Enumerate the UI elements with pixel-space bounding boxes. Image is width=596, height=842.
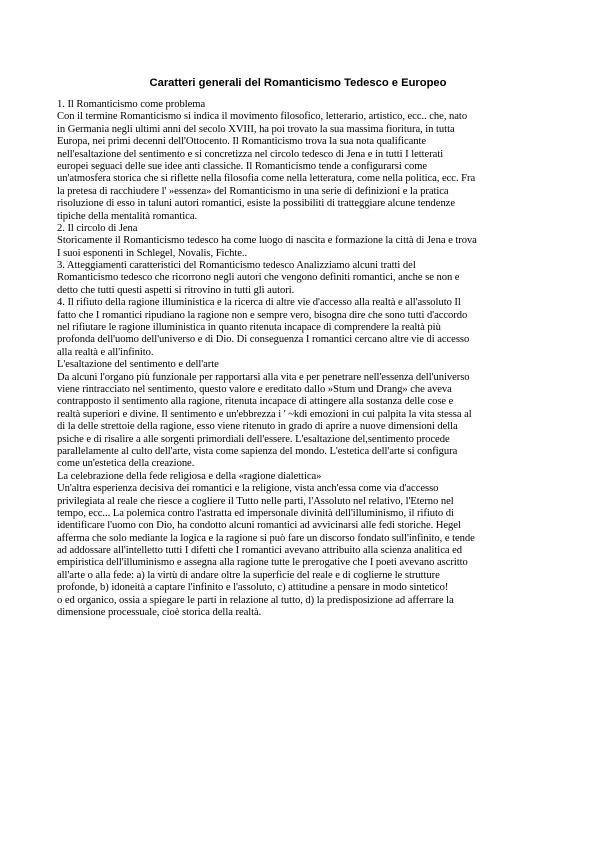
text-line: I suoi esponenti in Schlegel, Novalis, Fichte.. bbox=[57, 247, 248, 259]
text-line: ad addossare all'intelletto tutti I difetti che I romantici avevano attribuito alla scienza analitica ed bbox=[57, 545, 462, 557]
text-line: profonde, b) idoneità a captare l'infinito e l'assoluto, c) attitudine a pensare in modo sintetico! bbox=[57, 582, 449, 594]
document-title: Caratteri generali del Romanticismo Tedesco e Europeo bbox=[149, 77, 447, 89]
text-line: L'esaltazione del sentimento e dell'arte bbox=[57, 359, 219, 371]
text-line: o ed organico, ossia a spiegare le parti in relazione al tutto, d) la predisposizione ad afferrare la bbox=[57, 594, 454, 606]
text-line: nel rifiutare le ragione illuministica in quanto ritenuta incapace di comprendere la realtà più bbox=[57, 322, 441, 334]
text-line: parallelamente al culto dell'arte, vista come sapienza del mondo. L'estetica dell'arte si configura bbox=[57, 445, 458, 457]
text-line: la pretesa di racchiudere l' »essenza» del Romanticismo in una serie di definizioni e la pratica bbox=[57, 185, 449, 197]
text-line: La celebrazione della fede religiosa e della «ragione dialettica» bbox=[57, 470, 322, 482]
text-line: nell'esaltazione del sentimento e si concretizza nel circolo tedesco di Jena e in tutti I letterati bbox=[57, 148, 444, 160]
document-body bbox=[57, 99, 547, 619]
text-line: 4. Il rifiuto della ragione illuministica e la ricerca di altre vie d'accesso alla realtà e all'assoluto Il bbox=[57, 297, 461, 309]
text-line: risoluzione di esso in taluni autori romantici, esiste la possibiliti di tratteggiare alcune tendenze bbox=[57, 198, 455, 210]
text-line: detto che tutti questi aspetti si ritrovino in tutti gli autori. bbox=[57, 284, 295, 296]
text-line: in Germania negli ultimi anni del secolo XVIII, ha poi trovato la sua massima fioritura, in tutta bbox=[57, 123, 455, 135]
text-line: identificare l'uomo con Dio, ha condotto alcuni romantici ad avvicinarsi alle fedi storiche. Hegel bbox=[57, 520, 461, 532]
text-line: afferma che solo mediante la logica e la ragione si può fare un discorso fondato sull'infinito, e tende bbox=[57, 532, 475, 544]
text-line: di la delle strettoie della ragione, esso viene ritenuto in grado di aprire a nuove dimensioni della bbox=[57, 421, 458, 433]
text-line: Storicamente il Romanticismo tedesco ha come luogo di nascita e formazione la città di Jena e trova bbox=[57, 235, 477, 247]
text-line: Europa, nei primi decenni dell'Ottocento. Il Romanticismo trova la sua nota qualificante bbox=[57, 136, 427, 148]
text-line: dimensione processuale, cioè storica della realtà. bbox=[57, 607, 262, 619]
text-line: un'atmosfera storica che si riflette nella filosofia come nella letteratura, come nella politica, ecc. Fra bbox=[57, 173, 476, 185]
text-line: all'arte o alla fede: a) la virtù di andare oltre la superficie del reale e di coglierne le strutture bbox=[57, 569, 440, 581]
text-line: 2. Il circolo di Jena bbox=[57, 222, 138, 234]
text-line: Con il termine Romanticismo si indica il movimento filosofico, letterario, artistico, ecc.. che, nato bbox=[57, 111, 468, 123]
text-line: come un'estetica della creazione. bbox=[57, 458, 195, 470]
text-line: viene rintracciato nel sentimento, questo valore e ereditato dallo »Stum und Drang» che aveva bbox=[57, 383, 452, 395]
text-line: psiche e di risalire a alle sorgenti primordiali dell'essere. L'esaltazione del,sentimento procede bbox=[57, 433, 450, 445]
text-line: alla realtà e all'infinito. bbox=[57, 346, 154, 358]
text-line: empiristica dell'illuminismo e assegna alla ragione tutte le prerogative che I poeti avevano ascritto bbox=[57, 557, 468, 569]
text-line: Da alcuni l'organo più funzionale per rapportarsi alla vita e per penetrare nell'essenza dell'universo bbox=[57, 371, 470, 383]
text-line: tipiche della mentalità romantica. bbox=[57, 210, 198, 222]
text-line: profonda dell'uomo dell'universo e di Dio. Di conseguenza I romantici cercano altre vie di accesso bbox=[57, 334, 470, 346]
text-line: tempo, ecc... La polemica contro l'astratta ed impersonale divinità dell'illuminismo, il rifiuto di bbox=[57, 507, 454, 519]
text-line: 3. Atteggiamenti caratteristici del Romanticismo tedesco Analizziamo alcuni tratti del bbox=[57, 260, 416, 272]
text-line: realtà superiori e divine. Il sentimento e un'ebbrezza i ' ~kdi emozioni in cui palpita la vita stessa al bbox=[57, 408, 472, 420]
text-line: Romanticismo tedesco che ricorrono negli autori che vengono definiti romantici, anche se non e bbox=[57, 272, 460, 284]
text-line: privilegiata al reale che riesce a cogliere il Tutto nelle parti, l'Assoluto nel relativo, l'Eterno nel bbox=[57, 495, 454, 507]
text-line: Un'altra esperienza decisiva dei romantici e la religione, vista anch'essa come via d'accesso bbox=[57, 483, 439, 495]
text-line: europei seguaci delle sue idee anti classiche. Il Romanticismo tende a configurarsi come bbox=[57, 160, 428, 172]
text-line: fatto che I romantici ripudiano la ragione non e sempre vero, bisogna dire che sono tutti d'accordo bbox=[57, 309, 468, 321]
text-line: 1. Il Romanticismo come problema bbox=[57, 99, 206, 110]
text-line: contrapposto il sentimento alla ragione, ritenuta incapace di attingere alla sostanza delle cose e bbox=[57, 396, 454, 408]
